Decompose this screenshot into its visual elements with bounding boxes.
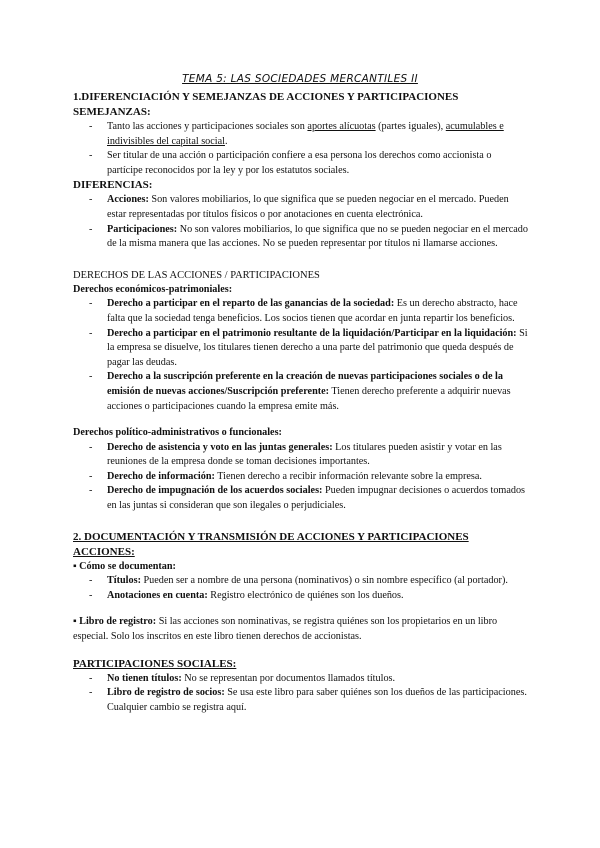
politicos-list: [73, 441, 529, 514]
subheading-como-documentan: ▪ Cómo se documentan:: [73, 560, 176, 572]
section-heading-2: 2. DOCUMENTACIÓN Y TRANSMISIÓN DE ACCIONES Y PARTICIPACIONES ACCIONES:: [73, 530, 469, 558]
list-item: - Participaciones: No son valores mobiliarios, lo que significa que no se pueden negociar en el mercado de la misma manera que las acciones. No se pueden representar por títulos ni llamarse acciones.: [73, 223, 529, 252]
list-item: - Derecho a participar en el reparto de las ganancias de la sociedad: Es un derecho abstracto, hace falta que la sociedad tenga beneficios. Los socios tienen que acordar en junta repartir los beneficios.: [73, 297, 529, 326]
section-heading-participaciones: PARTICIPACIONES SOCIALES:: [73, 657, 237, 670]
economicos-list: [73, 297, 529, 414]
semejanzas-list: [73, 120, 529, 178]
list-item: - Ser titular de una acción o participación confiere a esa persona los derechos como accionista o partícipe reconocidos por la ley y por los estatutos sociales.: [73, 149, 529, 178]
list-item: - Derecho a participar en el patrimonio resultante de la liquidación/Participar en la liquidación: Si la empresa se disuelve, los titulares tienen derecho a una parte del patrimonio que queda después de pagar las deudas.: [73, 327, 529, 371]
list-item: - Acciones: Son valores mobiliarios, lo que significa que se pueden negociar en el mercado. Pueden estar representadas por títulos físicos o por anotaciones en cuenta electrónica.: [73, 193, 529, 222]
documentacion-list: [73, 574, 529, 603]
section-heading-derechos: DERECHOS DE LAS ACCIONES / PARTICIPACIONES: [73, 269, 320, 281]
subheading-semejanzas: SEMEJANZAS:: [73, 106, 151, 118]
list-item: - Derecho de información: Tienen derecho a recibir información relevante sobre la empresa.: [73, 470, 529, 485]
document-body: [73, 90, 529, 715]
subheading-diferencias: DIFERENCIAS:: [73, 179, 153, 192]
participaciones-list: [73, 672, 529, 716]
list-item: - Anotaciones en cuenta: Registro electrónico de quiénes son los dueños.: [73, 589, 529, 604]
list-item: - Libro de registro de socios: Se usa este libro para saber quiénes son los dueños de las participaciones. Cualquier cambio se registra aquí.: [73, 686, 529, 715]
list-item: - Derecho a la suscripción preferente en la creación de nuevas participaciones sociales o de la emisión de nuevas acciones/Suscripción preferente: Tienen derecho preferente a adquirir nuevas acciones o participaciones cuando la empresa emite más.: [73, 370, 529, 414]
list-item: - Títulos: Pueden ser a nombre de una persona (nominativos) o sin nombre específico (al portador).: [73, 574, 529, 589]
list-item: - Derecho de impugnación de los acuerdos sociales: Pueden impugnar decisiones o acuerdos tomados en las juntas si consideran que son ilegales o perjudiciales.: [73, 484, 529, 513]
list-item: - Tanto las acciones y participaciones sociales son aportes alícuotas (partes iguales), acumulables e indivisibles del capital social.: [73, 120, 529, 149]
section-heading-1: 1.DIFERENCIACIÓN Y SEMEJANZAS DE ACCIONES Y PARTICIPACIONES: [73, 91, 459, 103]
subheading-politicos: Derechos político-administrativos o funcionales:: [73, 427, 282, 439]
subheading-economicos: Derechos económicos-patrimoniales:: [73, 283, 233, 295]
diferencias-list: [73, 193, 529, 251]
page-title: TEMA 5: LAS SOCIEDADES MERCANTILES II: [182, 73, 418, 85]
list-item: - Derecho de asistencia y voto en las juntas generales: Los titulares pueden asistir y votar en las reuniones de la empresa donde se toman decisiones importantes.: [73, 441, 529, 470]
libro-registro-paragraph: ▪ Libro de registro: Si las acciones son nominativas, se registra quiénes son los propietarios en un libro especial. Solo los inscritos en este libro tienen derechos de accionistas.: [73, 616, 498, 643]
list-item: - No tienen títulos: No se representan por documentos llamados títulos.: [73, 672, 529, 687]
